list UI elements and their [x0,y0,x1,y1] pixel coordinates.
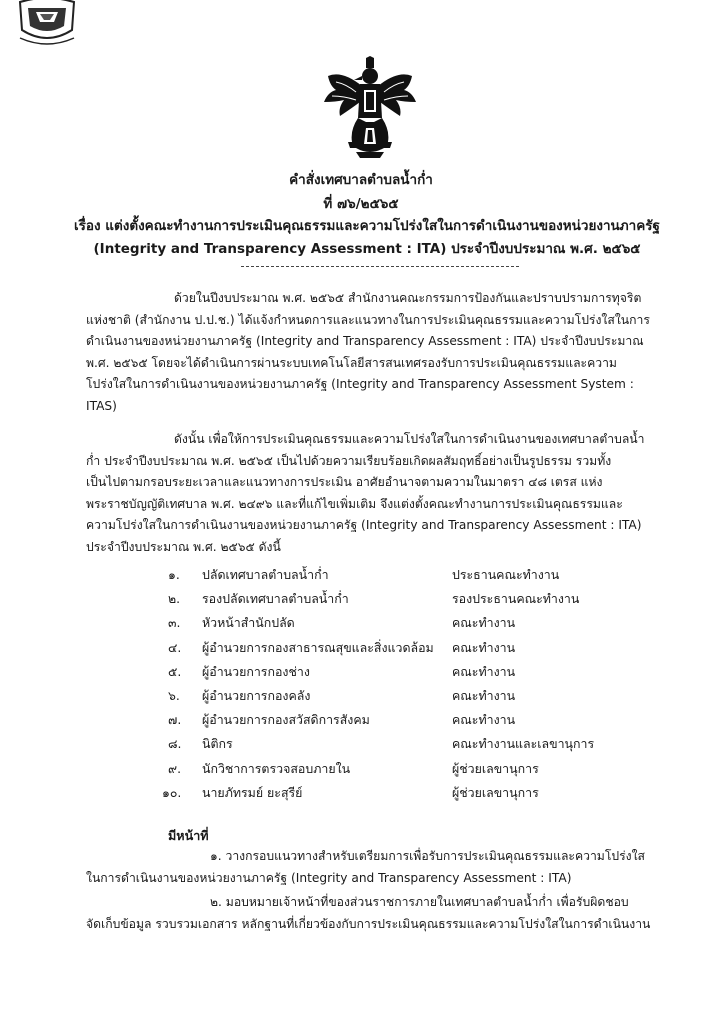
member-position: นักวิชาการตรวจสอบภายใน [202,760,351,776]
paragraph-line: ด้วยในปีงบประมาณ พ.ศ. ๒๕๖๕ สำนักงานคณะกรรมการป้องกันและปราบปรามการทุจริต [174,291,642,305]
member-number: ๘. [168,736,182,752]
paragraph-line: แห่งชาติ (สำนักงาน ป.ป.ช.) ได้แจ้งกำหนดการและแนวทางในการประเมินคุณธรรมและความโปร่งใสในการ [86,312,650,327]
member-row [168,663,608,687]
duty-item-1 [86,846,664,889]
paragraph-order [86,429,664,558]
member-row [168,735,608,759]
member-position: ปลัดเทศบาลตำบลน้ำก่ำ [202,567,329,582]
paragraph-line: เป็นไปตามกรอบระยะเวลาและแนวทางการประเมิน อาศัยอำนาจตามความในมาตรา ๔๘ เตรส แห่ง [86,475,603,489]
member-role: ประธานคณะทำงาน [452,567,560,582]
member-row [168,566,608,590]
duty-line: ๒. มอบหมายเจ้าหน้าที่ของส่วนราชการภายในเทศบาลตำบลน้ำก่ำ เพื่อรับผิดชอบ [210,895,629,909]
garuda-emblem [322,56,418,160]
member-number: ๒. [168,591,181,607]
paragraph-line: ดังนั้น เพื่อให้การประเมินคุณธรรมและความโปร่งใสในการดำเนินงานของเทศบาลตำบลน้ำ [174,432,645,446]
order-title: คำสั่งเทศบาลตำบลน้ำก่ำ [289,172,433,188]
paragraph-line: ความโปร่งใสในการดำเนินงานของหน่วยงานภาครัฐ (Integrity and Transparency Assessment : ITA) [86,518,642,532]
paragraph-line: โปร่งใสในการดำเนินงานของหน่วยงานภาครัฐ (Integrity and Transparency Assessment System : [86,377,634,391]
duty-line: ๑. วางกรอบแนวทางสำหรับเตรียมการเพื่อรับการประเมินคุณธรรมและความโปร่งใส [210,849,645,863]
member-position: หัวหน้าสำนักปลัด [202,615,295,631]
member-row [162,784,608,808]
paragraph-line: ดำเนินงานของหน่วยงานภาครัฐ (Integrity and Transparency Assessment : ITA) ประจำปีงบประมาณ [86,334,644,348]
member-role: คณะทำงานและเลขานุการ [452,736,595,752]
member-number: ๔. [168,639,182,655]
member-position: ผู้อำนวยการกองสาธารณสุขและสิ่งแวดล้อม [202,639,434,655]
member-role: รองประธานคณะทำงาน [452,591,580,607]
member-number: ๓. [168,615,181,631]
duty-item-2 [86,892,664,935]
member-row [168,590,608,614]
duty-line: ในการดำเนินงานของหน่วยงานภาครัฐ (Integrity and Transparency Assessment : ITA) [86,870,572,885]
committee-members-list [162,566,608,808]
member-row [168,639,608,663]
member-number: ๙. [168,760,182,776]
member-position: นายภัทรมย์ ยะสุรีย์ [202,784,303,800]
member-role: คณะทำงาน [452,687,516,703]
duty-line: จัดเก็บข้อมูล รวบรวมเอกสาร หลักฐานที่เกี่ยวข้องกับการประเมินคุณธรรมและความโปร่งใสในการดำเนินงาน [86,916,651,931]
member-role: คณะทำงาน [452,712,516,728]
member-number: ๕. [168,663,182,679]
member-role: ผู้ช่วยเลขานุการ [452,784,539,800]
member-role: คณะทำงาน [452,615,516,631]
divider [241,266,519,267]
order-number: ที่ ๗๖/๒๕๖๕ [323,196,399,212]
member-position: นิติกร [202,736,233,752]
member-role: คณะทำงาน [452,663,516,679]
member-position: ผู้อำนวยการกองสวัสดิการสังคม [202,712,370,728]
member-position: รองปลัดเทศบาลตำบลน้ำก่ำ [202,591,349,607]
member-number: ๑๐. [162,784,182,800]
member-row [168,760,608,784]
paragraph-line: ประจำปีงบประมาณ พ.ศ. ๒๕๖๕ ดังนี้ [86,539,281,554]
subject-line-1: เรื่อง แต่งตั้งคณะทำงานการประเมินคุณธรรมและความโปร่งใสในการดำเนินงานของหน่วยงานภาครัฐ [74,218,660,234]
duties-heading: มีหน้าที่ [168,828,209,843]
member-role: ผู้ช่วยเลขานุการ [452,760,539,776]
member-number: ๑. [168,567,180,582]
member-number: ๗. [168,712,182,728]
paragraph-line: ก่ำ ประจำปีงบประมาณ พ.ศ. ๒๕๖๕ เป็นไปด้วยความเรียบร้อยเกิดผลสัมฤทธิ์อย่างเป็นรูปธรรม รวมทั้ง [86,453,612,468]
member-role: คณะทำงาน [452,639,516,655]
paragraph-line: พระราชบัญญัติเทศบาล พ.ศ. ๒๔๙๖ และที่แก้ไขเพิ่มเติม จึงแต่งตั้งคณะทำงานการประเมินคุณธรรมและ [86,496,623,511]
municipality-seal-logo [14,0,80,50]
member-row [168,614,608,638]
member-number: ๖. [168,687,180,703]
subject-line-2: (Integrity and Transparency Assessment : ITA) ประจำปีงบประมาณ พ.ศ. ๒๕๖๕ [93,241,641,257]
paragraph-intro [86,288,664,417]
member-row [168,711,608,735]
paragraph-line: ITAS) [86,398,117,413]
member-position: ผู้อำนวยการกองช่าง [202,663,310,679]
member-position: ผู้อำนวยการกองคลัง [202,687,311,703]
member-row [168,687,608,711]
paragraph-line: พ.ศ. ๒๕๖๕ โดยจะได้ดำเนินการผ่านระบบเทคโนโลยีสารสนเทศรองรับการประเมินคุณธรรมและความ [86,355,617,370]
